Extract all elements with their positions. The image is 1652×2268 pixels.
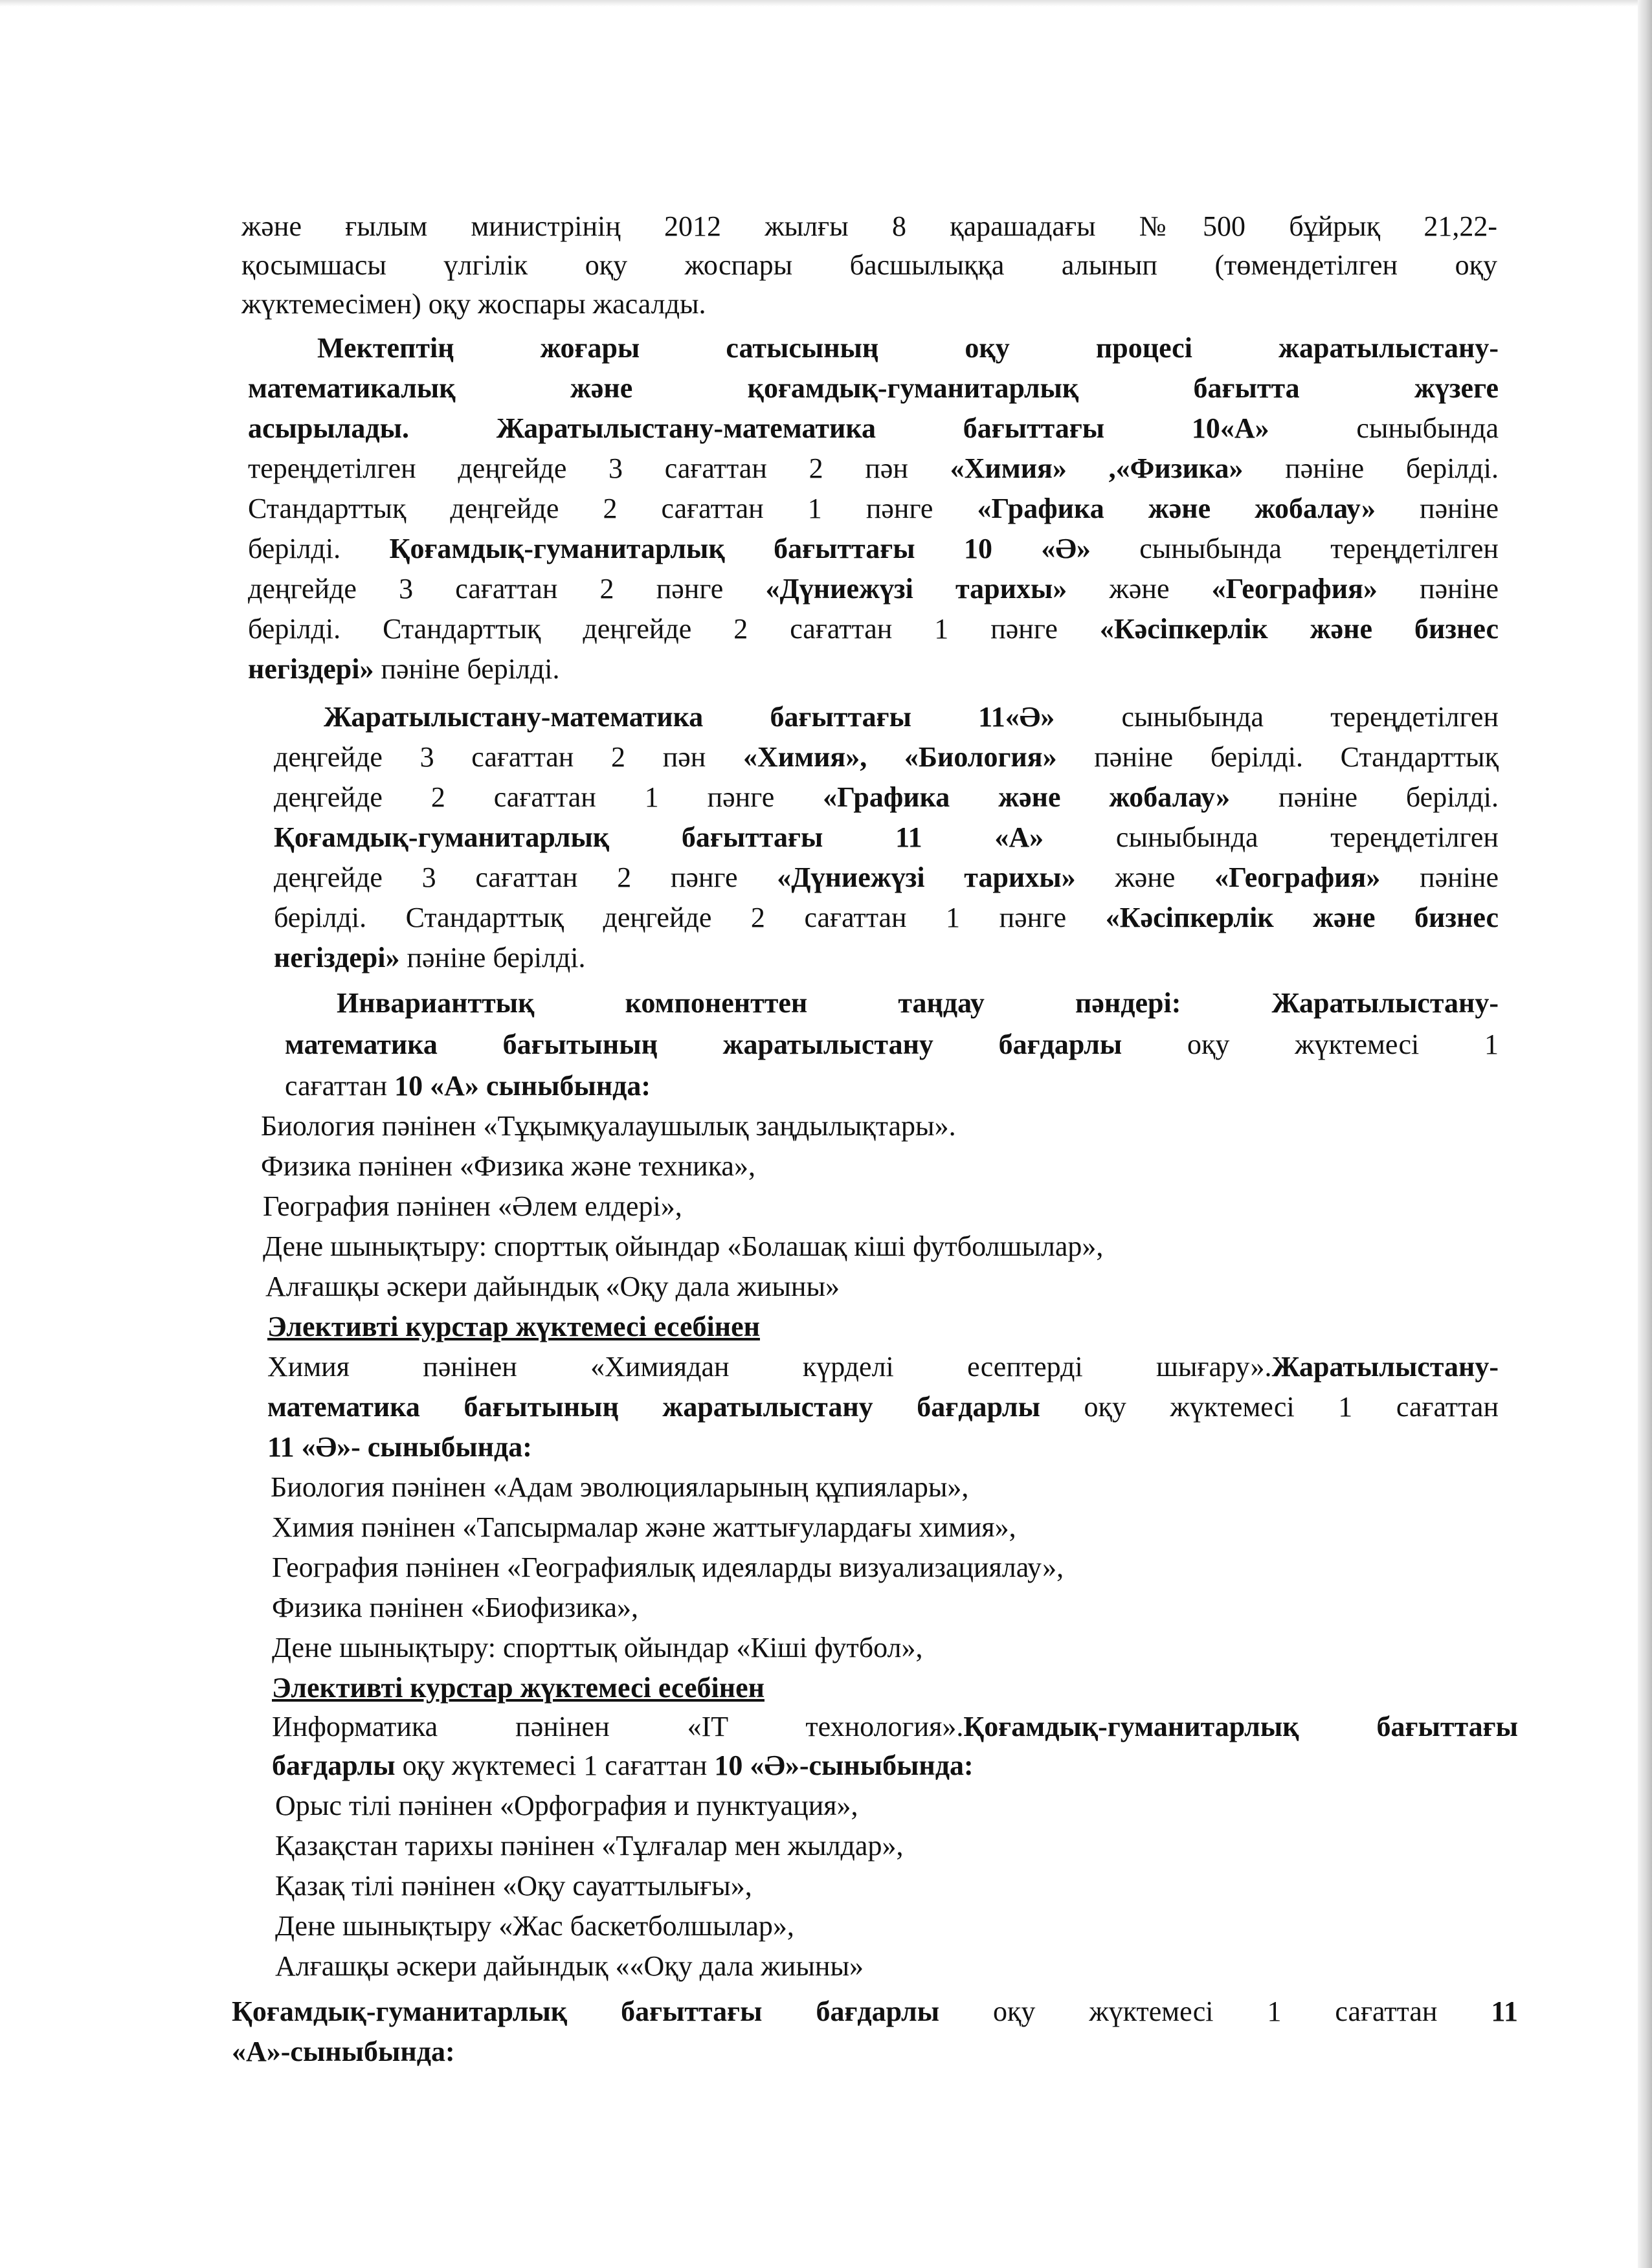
text-run: оқу жүктемесі 1 сағаттан [939,1996,1491,2027]
text-run: Дене шынықтыру «Жас баскетболшылар», [275,1910,794,1942]
bold-run: Жаратылыстану- [1271,1351,1499,1383]
bold-run: Қоғамдық-гуманитарлық бағыттағы [963,1711,1518,1742]
bold-run: «Дүниежүзі тарихы» [765,573,1067,605]
text-run: сағаттан [285,1070,395,1102]
text-line [248,651,560,687]
text-line [248,491,1499,527]
text-run: Биология пәнінен «Адам эволюцияларының құпиялары», [271,1471,969,1503]
list-item [265,1269,840,1305]
text-run: деңгейде 3 сағаттан 2 пәнге [274,862,777,893]
text-run: Қазақ тілі пәнінен «Оқу сауаттылығы», [275,1870,752,1902]
text-run: Химия пәнінен «Тапсырмалар және жаттығулардағы химия», [272,1511,1016,1543]
list-item [272,1590,638,1626]
bold-run: 11 [1491,1996,1518,2027]
text-line [274,819,1499,856]
text-line [274,900,1499,936]
list-item [261,1148,755,1184]
list-item [275,1788,858,1824]
text-line [274,940,586,976]
list-item [263,1188,682,1225]
text-line [267,1429,532,1465]
text-line [272,1748,974,1784]
text-line [241,208,1497,245]
text-run: Стандарттық деңгейде 2 сағаттан 1 пәнге [248,493,977,524]
text-run: және ғылым министрінің 2012 жылғы 8 қарашадағы №500 бұйрық 21,22- [241,210,1497,242]
bold-run: негіздері» [274,942,400,973]
text-run: берілді. [248,533,390,564]
text-run: Дене шынықтыру: спорттық ойындар «Болашақ кіші футболшылар», [263,1230,1104,1262]
text-run: Физика пәнінен «Биофизика», [272,1592,638,1623]
bold-run: Қоғамдық-гуманитарлық бағыттағы 10 «Ә» [389,533,1091,564]
text-line [274,779,1499,816]
bold-run: «Химия», «Биология» [742,741,1057,773]
text-run: пәніне берілді. [1243,452,1499,484]
list-item [272,1509,1016,1546]
text-line [274,739,1499,775]
text-run: деңгейде 2 сағаттан 1 пәнге [274,781,823,813]
text-run: Информатика пәнінен «IT технология». [272,1711,964,1742]
bold-run: «Кәсіпкерлік және бизнес [1105,902,1499,933]
text-line [248,611,1499,647]
bold-run: «География» [1214,862,1381,893]
bold-run: негіздері» [248,653,374,685]
text-run: берілді. Стандарттық деңгейде 2 сағаттан 1 пәнге [274,902,1106,933]
text-run: берілді. Стандарттық деңгейде 2 сағаттан 1 пәнге [248,613,1100,645]
text-line [232,2034,455,2070]
text-line [248,531,1499,567]
bold-run: «Кәсіпкерлік және бизнес [1099,613,1499,645]
text-line [248,410,1499,447]
text-run: сыныбында тереңдетілген [1090,533,1499,564]
text-run: қосымшасы үлгілік оқу жоспары басшылыққа алынып (төмендетілген оқу [241,249,1497,281]
bold-run: «Графика және жобалау» [977,493,1376,524]
text-run: және [1067,573,1212,605]
text-line [324,699,1499,735]
underlined-heading: Элективті курстар жүктемесі есебінен [267,1311,760,1342]
text-run: География пәнінен «Географиялық идеяларды визуализациялау», [272,1551,1064,1583]
list-item [272,1630,923,1666]
bold-run: 10 «Ә»-сыныбында: [714,1750,974,1781]
section-heading [267,1309,760,1345]
text-run: Алғашқы әскери дайындық «Оқу дала жиыны» [265,1271,840,1302]
text-run: пәніне берілді. [399,942,586,973]
text-run: Биология пәнінен «Тұқымқуалаушылық заңдылықтары». [261,1110,956,1142]
text-line [267,1389,1499,1425]
text-line [285,1068,651,1104]
text-line [248,370,1499,406]
text-run: пәніне берілді. [1230,781,1499,813]
text-line [241,286,706,322]
text-line [285,1027,1499,1063]
bold-run: Қоғамдық-гуманитарлық бағыттағы бағдарлы [232,1996,940,2027]
text-run: Физика пәнінен «Физика және техника», [261,1150,755,1182]
list-item [272,1550,1064,1586]
list-item [275,1868,752,1904]
text-run: сыныбында тереңдетілген [1055,701,1499,733]
bold-run: Мектептің жоғары сатысының оқу процесі жаратылыстану- [317,332,1499,364]
text-run: пәніне [1380,862,1499,893]
text-run: тереңдетілген деңгейде 3 сағаттан 2 пән [248,452,950,484]
text-run: пәніне берілді. Стандарттық [1056,741,1499,773]
text-run: сыныбында [1269,412,1499,444]
text-line [337,985,1499,1021]
text-line [232,1994,1518,2030]
bold-run: «А»-сыныбында: [232,2036,455,2067]
text-line [274,860,1499,896]
text-run: сыныбында тереңдетілген [1044,821,1499,853]
bold-run: 11 «Ә»- сыныбында: [267,1431,532,1463]
text-run: Алғашқы әскери дайындық ««Оқу дала жиыны» [275,1950,864,1982]
text-run: Қазақстан тарихы пәнінен «Тұлғалар мен жылдар», [275,1830,904,1862]
text-run: пәніне [1375,493,1499,524]
bold-run: асырылады. Жаратылыстану-математика бағыттағы 10«А» [248,412,1269,444]
list-item [263,1228,1103,1265]
bold-run: Жаратылыстану-математика бағыттағы 11«Ә» [324,701,1055,733]
text-run: пәніне берілді. [374,653,560,685]
list-item [261,1108,956,1144]
bold-run: «География» [1211,573,1378,605]
text-run: Химия пәнінен «Химиядан күрделі есептерді шығару». [267,1351,1272,1383]
text-line [248,571,1499,607]
bold-run: математикалық және қоғамдық-гуманитарлық бағытта жүзеге [248,372,1499,404]
text-line [317,330,1499,366]
bold-run: 10 «А» сыныбында: [394,1070,651,1102]
bold-run: Қоғамдық-гуманитарлық бағыттағы 11 «А» [274,821,1044,853]
text-run: Орыс тілі пәнінен «Орфография и пунктуация», [275,1790,858,1821]
text-line [248,450,1499,487]
bold-run: Инварианттық компоненттен таңдау пәндері: Жаратылыстану- [337,987,1499,1019]
underlined-heading: Элективті курстар жүктемесі есебінен [272,1672,765,1704]
section-heading [272,1670,765,1706]
text-line [267,1349,1499,1385]
text-run: деңгейде 3 сағаттан 2 пәнге [248,573,766,605]
bold-run: математика бағытының жаратылыстану бағдарлы [285,1028,1122,1060]
text-run: География пәнінен «Әлем елдері», [263,1190,682,1222]
bold-run: «Химия» ,«Физика» [950,452,1244,484]
text-run: оқу жүктемесі 1 [1122,1028,1499,1060]
bold-run: «Графика және жобалау» [823,781,1231,813]
text-run: деңгейде 3 сағаттан 2 пән [274,741,743,773]
bold-run: бағдарлы [272,1750,396,1781]
list-item [275,1948,864,1984]
list-item [271,1469,968,1506]
text-run: және [1075,862,1215,893]
bold-run: математика бағытының жаратылыстану бағдарлы [267,1391,1040,1423]
text-run: оқу жүктемесі 1 сағаттан [1040,1391,1499,1423]
text-run: жүктемесімен) оқу жоспары жасалды. [241,288,706,320]
list-item [275,1908,794,1944]
list-item [275,1828,903,1864]
text-run: пәніне [1377,573,1499,605]
text-run: оқу жүктемесі 1 сағаттан [395,1750,715,1781]
text-run: Дене шынықтыру: спорттық ойындар «Кіші футбол», [272,1632,923,1663]
text-line [241,247,1497,284]
text-line [272,1709,1518,1745]
bold-run: «Дүниежүзі тарихы» [777,862,1076,893]
